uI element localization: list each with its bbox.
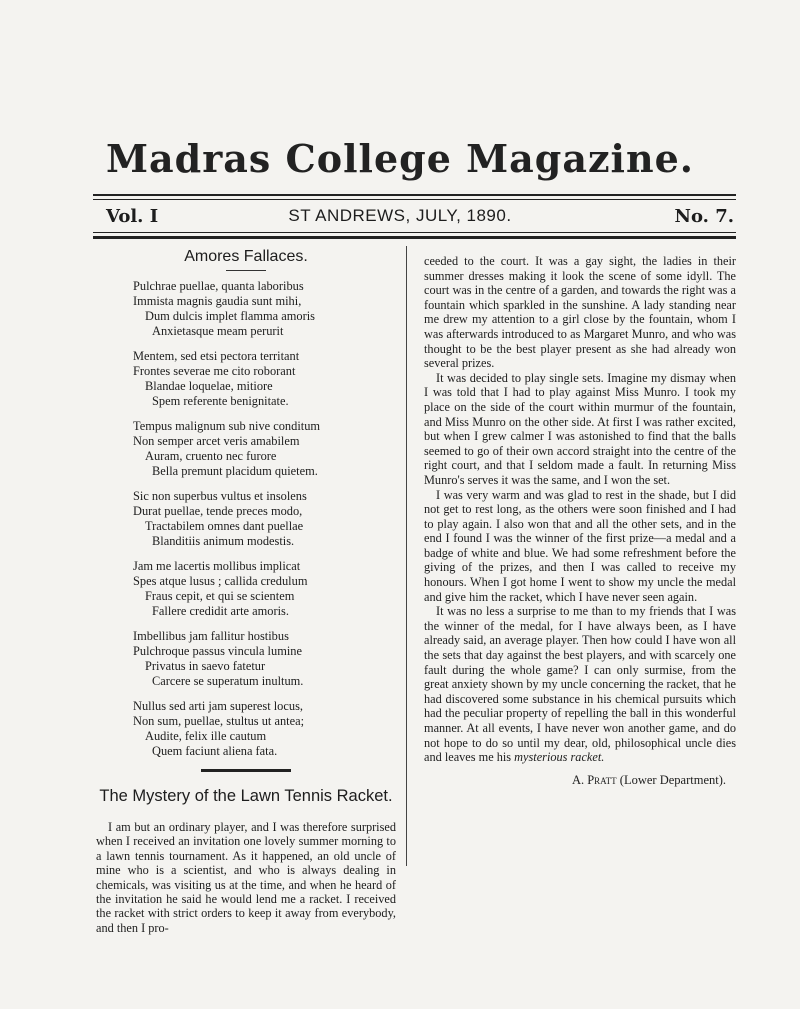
poem-title-rule (226, 270, 266, 271)
poem-line: Auram, cruento nec furore (145, 449, 277, 463)
story-paragraph-text: It was no less a surprise to me than to my friends that I was the winner of the medal, for I have always been, as I have already said, an average player. Then how could I have won all the sets that day against the best players, and with scarcely one fault during the whole game? I can only surmise, from the great anxiety shown by my uncle concerning the racket, that he had discovered some substance in his chemical pursuits which had the peculiar property of repelling the ball in this wonderful manner. At all events, I have never won another game, and do not hope to do so until my dear, old, philosophical uncle dies and leaves me his (424, 604, 736, 765)
poem-stanza (133, 279, 396, 339)
poem-line: Fallere credidit arte amoris. (152, 604, 289, 618)
poem-line: Mentem, sed etsi pectora territant (133, 349, 300, 363)
left-column (96, 246, 396, 935)
header-rule-bottom (93, 232, 736, 233)
poem-stanzas (96, 279, 396, 759)
story-paragraph (424, 371, 736, 488)
poem-line: Bella premunt placidum quietem. (152, 464, 318, 478)
poem-line: Anxietasque meam perurit (152, 324, 284, 338)
poem-line: Blandae loquelae, mitiore (145, 379, 273, 393)
story-paragraph-left: I am but an ordinary player, and I was therefore surprised when I received an invitation one lovely summer morning to a lawn tennis tournament. As it happened, an old uncle of mine who is a scientist, and who is always dealing in chemicals, was visiting us at the time, and when he heard of the invitation he said he would lend me a racket. I received the racket with strict orders to keep it away from everybody, and then I pro- (96, 820, 396, 935)
story-paragraph-text: It was decided to play single sets. Imagine my dismay when I was told that I had to play against Miss Munro. I took my place on the side of the court within murmur of the fountain, and Miss Munro on the other side. At first I was rather excited, but when I grew calmer I was astonished to find that the balls seemed to go of their own accord straight into the centre of the right court, and that I seldom made a fault. In returning Miss Munro's serves it was the same, and I won the set. (424, 370, 736, 487)
right-column (424, 254, 736, 788)
story-paragraph (424, 488, 736, 605)
poem-line: Durat puellae, tende preces modo, (133, 504, 303, 518)
story-title: The Mystery of the Lawn Tennis Racket. (99, 787, 393, 805)
story-paragraph-text: I was very warm and was glad to rest in the shade, but I did not get to rest long, as the others were soon finished and I had to play again. I also won that and all the other sets, and in the end I found I was the winner of the first prize—a medal and a badge of white and blue. We had some refreshment before the giving of the prizes, and then I was called to receive my honours. When I got home I went to show my uncle the medal and give him the racket, which I have never seen again. (424, 487, 736, 604)
header-rule-thick (93, 236, 736, 239)
poem-line: Non semper arcet veris amabilem (133, 434, 300, 448)
poem-stanza (133, 489, 396, 549)
poem-stanza (133, 699, 396, 759)
masthead-rule-top (93, 194, 736, 196)
story-paragraph (424, 604, 736, 765)
poem-line: Dum dulcis implet flamma amoris (145, 309, 315, 323)
place-date: ST ANDREWS, JULY, 1890. (288, 206, 512, 225)
author-name: A. Pratt (571, 772, 617, 787)
poem-line: Fraus cepit, et qui se scientem (145, 589, 295, 603)
masthead-title: Madras College Magazine. (105, 136, 695, 181)
poem-line: Quem faciunt aliena fata. (152, 744, 278, 758)
poem-line: Audite, felix ille cautum (145, 729, 267, 743)
poem-stanza (133, 629, 396, 689)
poem-line: Immista magnis gaudia sunt mihi, (133, 294, 302, 308)
author-signature (424, 773, 736, 788)
poem-stanza (133, 419, 396, 479)
poem-line: Carcere se superatum inultum. (152, 674, 304, 688)
poem-line: Tempus malignum sub nive conditum (133, 419, 321, 433)
story-paragraph-text: ceeded to the court. It was a gay sight, the ladies in their summer dresses making it look the scene of some idyll. The court was in the centre of a garden, and towards the right was a fountain which sparkled in the sunshine. A lady standing near me drew my attention to a girl close by the fountain, whom I was afterwards introduced to as Margaret Munro, and who was thought to be the best player present as she had already won several prizes. (424, 254, 736, 371)
poem-line: Pulchroque passus vincula lumine (133, 644, 302, 658)
poem-line: Privatus in saevo fatetur (145, 659, 266, 673)
poem-line: Jam me lacertis mollibus implicat (133, 559, 301, 573)
poem-line: Spem referente benignitate. (152, 394, 289, 408)
author-department: (Lower Department). (619, 772, 726, 787)
poem-line: Imbellibus jam fallitur hostibus (133, 629, 289, 643)
poem-line: Non sum, puellae, stultus ut antea; (133, 714, 305, 728)
poem-title: Amores Fallaces. (184, 248, 308, 265)
poem-line: Pulchrae puellae, quanta laboribus (133, 279, 304, 293)
volume-label: Vol. I (106, 206, 159, 227)
poem-line: Spes atque lusus ; callida credulum (133, 574, 308, 588)
poem-line: Sic non superbus vultus et insolens (133, 489, 307, 503)
column-divider (406, 246, 407, 866)
poem-line: Nullus sed arti jam superest locus, (133, 699, 303, 713)
poem-line: Frontes severae me cito roborant (133, 364, 296, 378)
closing-italic: mysterious racket. (514, 750, 605, 765)
masthead-rule-thin (93, 199, 736, 200)
issue-number: No. 7. (674, 206, 734, 227)
story-paragraph (424, 254, 736, 371)
story-paragraphs-right (424, 254, 736, 765)
section-divider (201, 769, 291, 772)
poem-line: Tractabilem omnes dant puellae (145, 519, 304, 533)
poem-stanza (133, 349, 396, 409)
poem-line: Blanditiis animum modestis. (152, 534, 295, 548)
poem-stanza (133, 559, 396, 619)
